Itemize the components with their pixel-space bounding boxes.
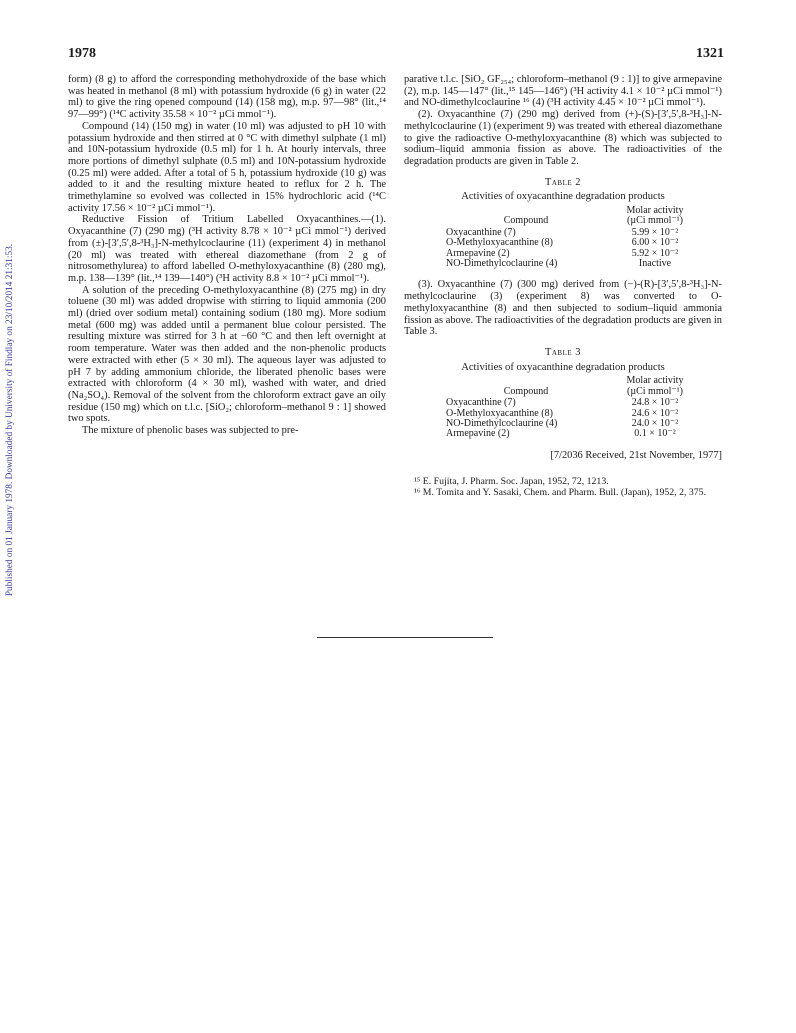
table-3-caption: Activities of oxyacanthine degradation products bbox=[461, 361, 665, 373]
paragraph-4: A solution of the preceding O-methyloxyacanthine (8) (275 mg) in dry toluene (30 ml) was added dropwise with stirring to liquid ammonia (200 ml) (dried over sodium metal) containing sodium (180 mg). More sodium metal (600 mg) was added until a permanent blue colour persisted. The resulting mixture was stirred for 3 h at −60 °C and then left overnight at room temperature. Water was then added and the non-phenolic products were extracted with ether (5 × 30 ml). The aqueous layer was adjusted to pH 7 by adding ammonium chloride, the liberated phenolic bases were extracted with chloroform (4 × 30 ml), washed with water, and dried (Na₂SO₄). Removal of the solvent from the chloroform extract gave an oily residue (150 mg) which on t.l.c. [SiO₂; chloroform–methanol 9 : 1] showed two spots. bbox=[68, 284, 386, 425]
received-line: [7/2036 Received, 21st November, 1977] bbox=[550, 449, 722, 461]
paragraph-2: Compound (14) (150 mg) in water (10 ml) was adjusted to pH 10 with potassium hydroxide and then stirred at 0 °C with dimethyl sulphate (1 ml) and 10N-potassium hydroxide (0.5 ml) for 1 h. At hourly intervals, three more portions of dimethyl sulphate (0.5 ml) and 10N-potassium hydroxide (0.25 ml) were added. After a total of 5 h, potassium hydroxide (10 g) was added to it and the resulting mixture heated to reflux for 2 h. The trimethylamine so evolved was collected in 15% hydrochloric acid (¹⁴C activity 17.56 × 10⁻² µCi mmol⁻¹). bbox=[68, 120, 386, 214]
table-row bbox=[446, 259, 704, 269]
table-2-compound: O-Methyloxyacanthine (8) bbox=[446, 237, 553, 249]
table-2-compound: Armepavine (2) bbox=[446, 247, 510, 259]
paragraph-6: parative t.l.c. [SiO₂ GF₂₅₄; chloroform–methanol (9 : 1)] to give armepavine (2), m.p. 145—147° (lit.,¹⁵ 145—146°) (³H activity 4.1 × 10⁻² µCi mmol⁻¹) and NO-dimethylcoclaurine ¹⁶ (4) (³H activity 4.45 × 10⁻² µCi mmol⁻¹). bbox=[404, 74, 722, 109]
table-3-number: Table 3 bbox=[545, 346, 581, 358]
table-2-col2-header-2: (µCi mmol⁻¹) bbox=[627, 215, 683, 227]
table-2-grid bbox=[446, 206, 704, 269]
paragraph-5: The mixture of phenolic bases was subjected to pre- bbox=[82, 425, 299, 437]
table-3-compound: Oxyacanthine (7) bbox=[446, 397, 516, 409]
left-column bbox=[68, 74, 386, 437]
table-2-activity: 5.92 × 10⁻² bbox=[631, 247, 679, 259]
references bbox=[404, 476, 722, 498]
end-rule bbox=[317, 637, 493, 638]
reference-15: ¹⁵ E. Fujita, J. Pharm. Soc. Japan, 1952, 72, 1213. bbox=[414, 475, 609, 487]
table-2 bbox=[404, 177, 722, 270]
reference-16: ¹⁶ M. Tomita and Y. Sasaki, Chem. and Pharm. Bull. (Japan), 1952, 2, 375. bbox=[414, 486, 707, 498]
table-2-compound: Oxyacanthine (7) bbox=[446, 226, 516, 238]
table-3-compound: Armepavine (2) bbox=[446, 428, 510, 440]
right-column bbox=[404, 74, 722, 498]
paragraph-3: Reductive Fission of Tritium Labelled Oxyacanthines.—(1). Oxyacanthine (7) (290 mg) (³H activity 8.78 × 10⁻² µCi mmol⁻¹) derived from (±)-[3′,5′,8-³H₃]-N-methylcoclaurine (11) (experiment 4) in methanol (20 ml) was treated with ethereal diazomethane (from 2 g of nitrosomethylurea) to afford labelled O-methyloxyacanthine (8) (280 mg), m.p. 138—139° (lit.,¹⁴ 139—140°) (³H activity 8.8 × 10⁻² µCi mmol⁻¹). bbox=[68, 214, 386, 284]
table-3-activity: 0.1 × 10⁻² bbox=[634, 428, 676, 440]
table-2-activity: Inactive bbox=[638, 258, 672, 270]
table-2-activity: 6.00 × 10⁻² bbox=[631, 237, 679, 249]
table-3-grid bbox=[446, 376, 704, 439]
table-2-caption: Activities of oxyacanthine degradation products bbox=[461, 191, 665, 203]
table-2-activity: 5.99 × 10⁻² bbox=[631, 226, 679, 238]
journal-year: 1978 bbox=[68, 46, 96, 61]
paragraph-8: (3). Oxyacanthine (7) (300 mg) derived from (−)-(R)-[3′,5′,8-³H₃]-N-methylcoclaurine (3) (experiment 8) was converted to O-methyloxyacanthine (8) and then subjected to sodium–liquid ammonia fission as above. The radioactivities of the degradation products are given in Table 3. bbox=[404, 279, 722, 338]
table-3-col2-header-2: (µCi mmol⁻¹) bbox=[627, 385, 683, 397]
table-3-col2-header-1: Molar activity bbox=[626, 375, 684, 387]
table-3-activity: 24.6 × 10⁻² bbox=[631, 407, 679, 419]
table-3-col1-header: Compound bbox=[503, 385, 549, 397]
page-header bbox=[68, 46, 724, 66]
paragraph-7: (2). Oxyacanthine (7) (290 mg) derived from (+)-(S)-[3′,5′,8-³H₃]-N-methylcoclaurine (1) (experiment 9) was treated with ethereal diazomethane to give the radioactive O-methyloxyacanthine (8) which was subjected to sodium–liquid ammonia fission as above. The radioactivities of the degradation products are given in Table 2. bbox=[404, 109, 722, 167]
publication-side-note bbox=[3, 215, 17, 625]
table-2-col1-header: Compound bbox=[503, 215, 549, 227]
table-3 bbox=[404, 347, 722, 440]
table-2-compound: NO-Dimethylcoclaurine (4) bbox=[446, 258, 558, 270]
table-2-col2-header-1: Molar activity bbox=[626, 205, 684, 217]
page-number: 1321 bbox=[696, 46, 724, 61]
table-row bbox=[446, 429, 704, 439]
table-3-compound: O-Methyloxyacanthine (8) bbox=[446, 407, 553, 419]
table-2-number: Table 2 bbox=[545, 176, 581, 188]
table-3-activity: 24.0 × 10⁻² bbox=[631, 418, 679, 430]
paragraph-1: form) (8 g) to afford the corresponding methohydroxide of the base which was heated in methanol (8 ml) with potassium hydroxide (6 g) in water (22 ml) to give the ring opened compound (14) (158 mg), m.p. 97—98° (lit.,¹⁴ 97—99°) (¹⁴C activity 35.58 × 10⁻² µCi mmol⁻¹). bbox=[68, 74, 386, 121]
table-3-activity: 24.8 × 10⁻² bbox=[631, 397, 679, 409]
side-note-text: Published on 01 January 1978. Downloaded by University of Findlay on 23/10/2014 21:31:53. bbox=[5, 243, 15, 597]
table-3-compound: NO-Dimethylcoclaurine (4) bbox=[446, 418, 558, 430]
